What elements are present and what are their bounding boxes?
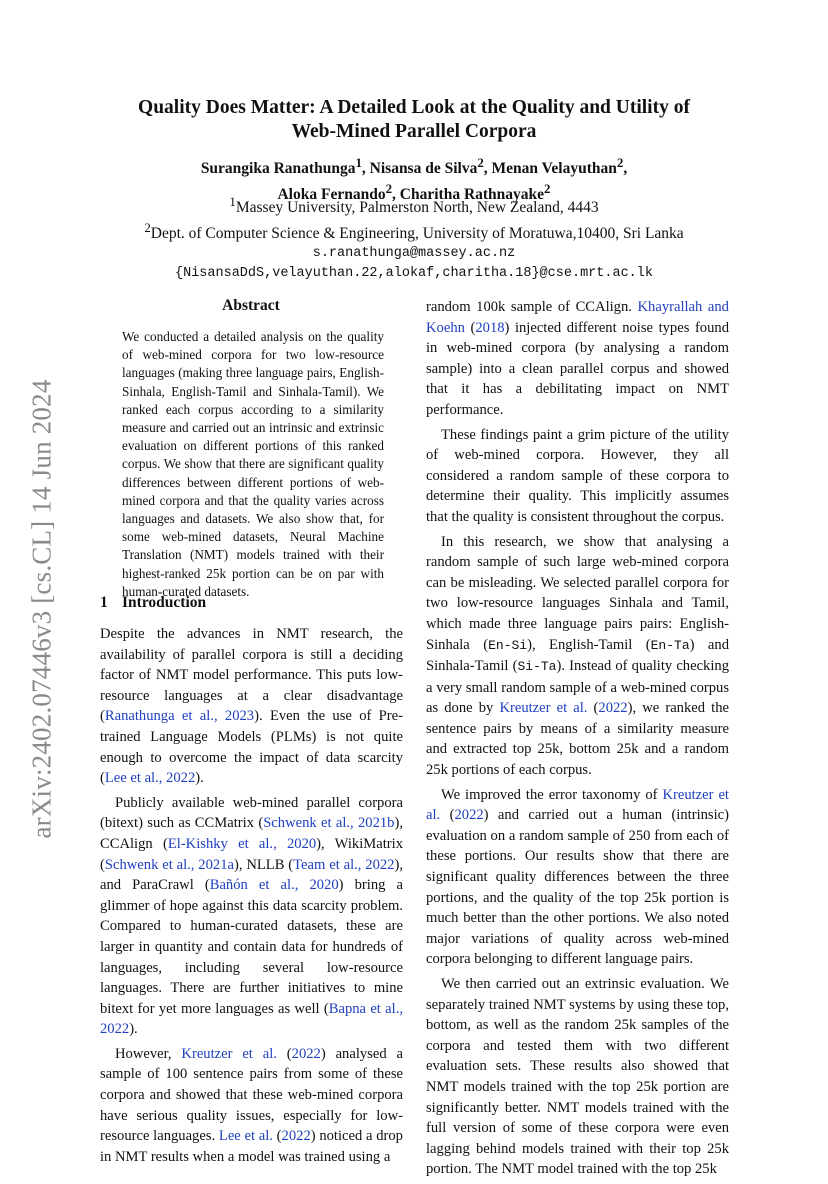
text: random 100k sample of CCAlign. — [426, 299, 638, 315]
email-primary[interactable]: s.ranathunga@massey.ac.nz — [312, 246, 516, 262]
text: ) bring a glimmer of hope against this data scarcity problem. Compared to human-curated datasets, these are larger in quantity and contain data for hundreds of languages, including several low-resource languages. There are further initiatives to mine bitext for yet more languages as well ( — [100, 877, 403, 1017]
citation-link[interactable]: Lee et al. — [218, 1128, 273, 1145]
affiliation-mark: 2 — [144, 220, 151, 236]
text: ( — [464, 319, 476, 336]
author-name: , Nisansa de Silva — [361, 160, 478, 178]
text: ) analysed a sample of 100 sentence pairs from some of these corpora and showed that these web-mined corpora have serious quality issues, especially for low-resource languages. — [100, 1045, 403, 1145]
left-column-text — [100, 624, 403, 1171]
abstract-heading: Abstract — [222, 297, 280, 314]
language-pair-code: Si-Ta — [517, 659, 557, 675]
paragraph — [100, 624, 403, 789]
email-group[interactable]: {NisansaDdS,velayuthan.22,alokaf,charitha.18}@cse.mrt.ac.lk — [175, 266, 653, 282]
citation-link[interactable]: 2022 — [454, 807, 484, 824]
text: ) injected different noise types found in web-mined corpora (by analysing a random sample) into a clean parallel corpus and showed that it has a debilitating impact on NMT performance. — [426, 319, 729, 418]
section-number: 1 — [100, 594, 108, 611]
text: Publicly available web-mined parallel corpora (bitext) such as CCMatrix ( — [100, 794, 403, 832]
citation-link[interactable]: Ranathunga et al., 2023 — [104, 708, 255, 725]
citation-link[interactable]: Bañón et al., 2020 — [209, 877, 339, 894]
text: ) and carried out a human (intrinsic) evaluation on a random sample of 250 from each of these portions. Our results show that there are significant quality differences between the three portions, and the quality of the top 25k portion is much better than the other portions. We also noted major variations of quality across web-mined corpora belonging to different language pairs. — [426, 807, 729, 968]
right-column-text — [426, 297, 729, 1184]
paper-title — [100, 96, 728, 144]
citation-link[interactable]: Kreutzer et al. — [499, 700, 588, 717]
citation-link[interactable]: Schwenk et al., 2021a — [104, 856, 234, 873]
text: ) noticed a drop in NMT results when a model was trained using a — [100, 1128, 403, 1165]
author-affil-mark: 2 — [616, 155, 624, 170]
text: ). Instead of quality checking a very small random sample of a web-mined corpus as done by — [426, 658, 730, 717]
text: ), NLLB ( — [233, 856, 294, 873]
authors-line-1 — [100, 153, 728, 179]
text: ( — [272, 1128, 282, 1145]
author-affil-mark: 1 — [355, 155, 362, 170]
citation-link[interactable]: Schwenk et al., 2021b — [263, 815, 395, 832]
affiliation-2 — [80, 218, 748, 244]
text: ), English-Tamil ( — [527, 636, 651, 653]
citation-link[interactable]: 2022 — [281, 1128, 311, 1145]
text: ). Even the use of Pre-trained Language Models (PLMs) is not quite enough to overcome the impact of data scarcity ( — [100, 708, 403, 787]
paragraph: These findings paint a grim picture of the utility of web-mined corpora. However, they all considered a random sample of these corpora to determine their quality. This implicitly assumes that the quality is consistent throughout the corpus. — [426, 426, 729, 525]
text: ( — [587, 700, 599, 717]
affiliations — [80, 192, 748, 284]
language-pair-code: En-Ta — [650, 637, 690, 653]
affiliation-text: Dept. of Computer Science & Engineering, University of Moratuwa,10400, Sri Lanka — [150, 225, 684, 243]
citation-link[interactable]: El-Kishky et al., 2020 — [167, 835, 317, 852]
citation-link[interactable]: 2022 — [598, 700, 628, 717]
text: ), WikiMatrix ( — [100, 835, 403, 873]
text: ), CCAlign ( — [100, 815, 403, 852]
affiliation-1 — [80, 192, 748, 218]
citation-link[interactable]: Kreutzer et al. — [181, 1045, 277, 1062]
author-affil-mark: 2 — [544, 181, 551, 197]
text: ), we ranked the sentence pairs by means of a similarity measure and extracted top 25k, bottom 25k and a random 25k portions of each corpus. — [426, 700, 729, 779]
title-line-1: Quality Does Matter: A Detailed Look at the Quality and Utility of — [138, 97, 690, 118]
affiliation-text: Massey University, Palmerston North, New Zealand, 4443 — [235, 199, 599, 217]
affiliation-mark: 1 — [229, 194, 236, 209]
citation-link[interactable]: Kreutzer et al. — [426, 786, 729, 824]
paragraph — [100, 1044, 403, 1168]
paragraph: We then carried out an extrinsic evaluation. We separately trained NMT systems by using these top, bottom, as well as the random 25k samples of the corpora and tested them with two different evaluation sets. These results also showed that NMT models trained with the top 25k portion are significantly better. NMT models trained with the full version of some of these corpora were even lagging behind models trained with their top 25k portion. The NMT model trained with the top 25k — [426, 976, 729, 1178]
text: ). — [129, 1021, 138, 1038]
paragraph — [426, 785, 729, 970]
section-heading-introduction — [100, 594, 206, 612]
author-separator: , — [623, 160, 628, 178]
paragraph — [426, 532, 729, 781]
text: ( — [440, 807, 455, 824]
arxiv-identifier-text: arXiv:2402.07446v3 [cs.CL] 14 Jun 2024 — [26, 379, 57, 839]
text: However, — [115, 1045, 182, 1062]
title-line-2: Web-Mined Parallel Corpora — [291, 121, 537, 142]
author-name: Surangika Ranathunga — [200, 160, 356, 178]
section-title: Introduction — [122, 594, 207, 611]
text: We improved the error taxonomy of — [441, 786, 663, 803]
author-name: Aloka Fernando — [277, 186, 386, 204]
paragraph — [426, 297, 729, 421]
author-affil-mark: 2 — [385, 181, 393, 197]
citation-link[interactable]: Team et al., 2022 — [293, 856, 395, 873]
author-name: , Charitha Rathnayake — [392, 186, 545, 204]
author-name: , Menan Velayuthan — [483, 160, 617, 178]
citation-link[interactable]: Lee et al., 2022 — [104, 770, 196, 787]
citation-link[interactable]: 2022 — [291, 1045, 321, 1062]
citation-link[interactable]: Khayrallah and Koehn — [426, 299, 729, 336]
author-affil-mark: 2 — [477, 155, 484, 170]
text: ). — [195, 770, 204, 787]
arxiv-identifier-stamp — [22, 372, 62, 847]
citation-link[interactable]: Bapna et al., 2022 — [100, 1000, 403, 1038]
text: ( — [276, 1045, 292, 1062]
abstract-body: We conducted a detailed analysis on the quality of web-mined corpora for two low-resource languages (making three language pairs, English-Sinhala, English-Tamil and Sinhala-Tamil). We ranked each corpus according to a similarity measure and carried out an intrinsic and extrinsic evaluation on different portions of this ranked corpus. We show that there are significant quality differences between different portions of web-mined corpora and that the quality varies across languages and datasets. We also show that, for some web-mined datasets, Neural Machine Translation (NMT) models trained with their highest-ranked 25k portion can be on par with human-curated datasets. — [122, 329, 384, 599]
citation-link[interactable]: 2018 — [475, 319, 505, 336]
paragraph — [100, 793, 403, 1040]
text: ), and ParaCrawl ( — [100, 856, 403, 894]
text: ) and Sinhala-Tamil ( — [426, 636, 729, 675]
text: In this research, we show that analysing a random sample of such large web-mined corpora can be misleading. We selected parallel corpora for two low-resource languages Sinhala and Tamil, which made three language pairs pairs: English-Sinhala ( — [426, 533, 729, 653]
language-pair-code: En-Si — [488, 637, 528, 653]
text: Despite the advances in NMT research, the availability of parallel corpora is still a deciding factor of NMT model performance. This puts low-resource languages at a clear disadvantage ( — [100, 626, 403, 725]
